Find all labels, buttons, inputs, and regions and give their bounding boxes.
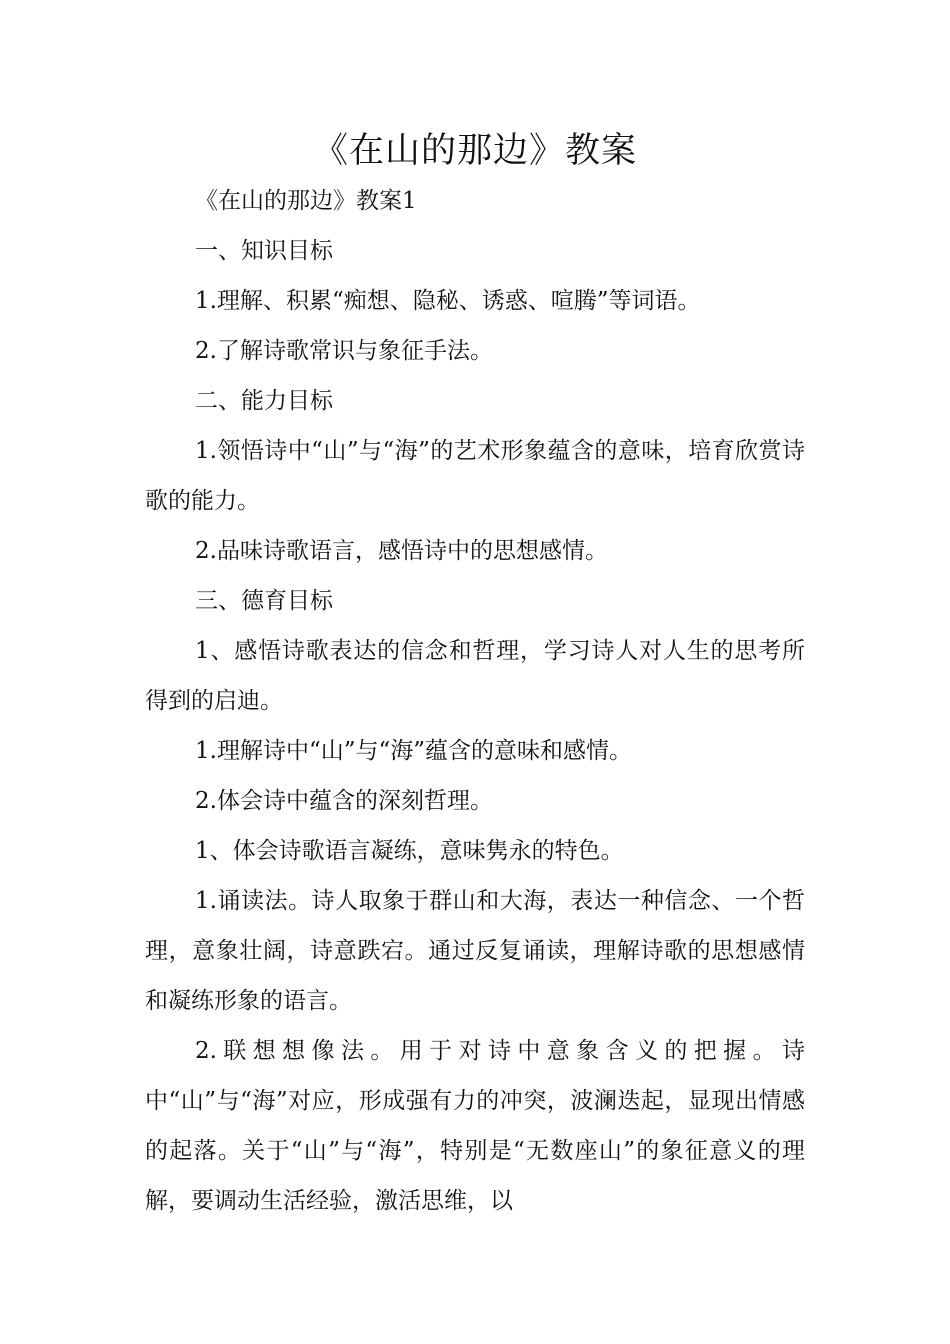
section-heading-moral: 三、德育目标: [195, 588, 333, 614]
paragraph: 2.品味诗歌语言，感悟诗中的思想感情。: [195, 538, 608, 564]
document-title: 《在山的那边》教案: [312, 131, 637, 171]
section-heading-knowledge: 一、知识目标: [195, 238, 333, 264]
paragraph: 1、感悟诗歌表达的信念和哲理，学习诗人对人生的思考所得到的启迪。: [145, 638, 805, 714]
paragraph: 2.联想想像法。用于对诗中意象含义的把握。诗中“山”与“海”对应，形成强有力的冲突，波澜迭起，显现出情感的起落。关于“山”与“海”，特别是“无数座山”的象征意义的理解，要调动生活经验，激活思维，以: [145, 1038, 805, 1214]
document-body: [145, 176, 805, 1226]
paragraph-subtitle: 《在山的那边》教案1: [195, 188, 417, 214]
paragraph: 1.理解、积累“痴想、隐秘、诱惑、喧腾”等词语。: [195, 288, 701, 314]
paragraph: 1.理解诗中“山”与“海”蕴含的意味和感情。: [195, 738, 632, 764]
paragraph: 1、体会诗歌语言凝练，意味隽永的特色。: [195, 838, 624, 864]
paragraph: 1.诵读法。诗人取象于群山和大海，表达一种信念、一个哲理，意象壮阔，诗意跌宕。通过反复诵读，理解诗歌的思想感情和凝练形象的语言。: [145, 888, 805, 1014]
paragraph: 2.了解诗歌常识与象征手法。: [195, 338, 493, 364]
paragraph: 1.领悟诗中“山”与“海”的艺术形象蕴含的意味，培育欣赏诗歌的能力。: [145, 438, 805, 514]
section-heading-ability: 二、能力目标: [195, 388, 333, 414]
paragraph: 2.体会诗中蕴含的深刻哲理。: [195, 788, 493, 814]
